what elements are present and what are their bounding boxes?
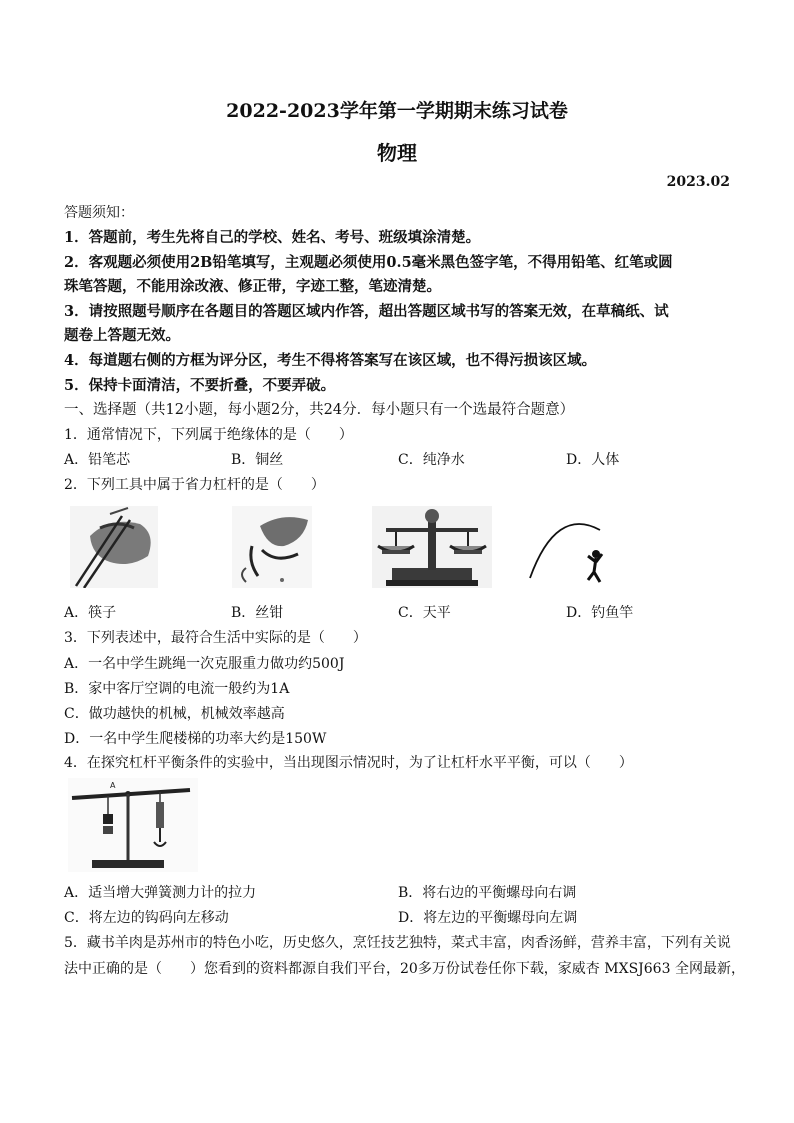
notice-heading: 答题须知： (64, 205, 134, 221)
fishing-rod-image (526, 506, 626, 588)
option-d: D．一名中学生爬楼梯的功率大约是150W (64, 731, 327, 747)
option-c: C．做功越快的机械，机械效率越高 (64, 706, 285, 722)
option-d: D．人体 (566, 452, 620, 468)
page-title: 2022-2023学年第一学期期末练习试卷 (226, 100, 568, 122)
chopsticks-image (70, 506, 158, 588)
option-d: D．钓鱼竿 (566, 605, 634, 621)
option-a: A．铅笔芯 (64, 452, 131, 468)
option-a: A．适当增大弹簧测力计的拉力 (64, 885, 257, 901)
option-c: C．天平 (398, 605, 451, 621)
option-a: A．一名中学生跳绳一次克服重力做功约500J (64, 656, 345, 672)
option-d: D．将左边的平衡螺母向左调 (398, 910, 578, 926)
option-a: A．筷子 (64, 605, 117, 621)
balance-image (372, 506, 492, 588)
question-stem: 3．下列表述中，最符合生活中实际的是（ ） (64, 630, 367, 646)
option-b: B．家中客厅空调的电流一般约为1A (64, 681, 290, 697)
option-c: C．将左边的钩码向左移动 (64, 910, 229, 926)
subject-title: 物理 (377, 141, 417, 165)
exam-date: 2023.02 (666, 174, 730, 190)
lever-apparatus-image (68, 778, 198, 872)
notice-item: 题卷上答题无效。 (64, 327, 180, 344)
question-stem-continued: 法中正确的是（ ）您看到的资料都源自我们平台，20多万份试卷任你下载，家威杏 MXSJ663 全网最新， (64, 961, 745, 977)
option-b: B．将右边的平衡螺母向右调 (398, 885, 577, 901)
question-stem: 4．在探究杠杆平衡条件的实验中，当出现图示情况时，为了让杠杆水平平衡，可以（ ） (64, 755, 633, 771)
notice-item: 5．保持卡面清洁，不要折叠，不要弄破。 (64, 377, 336, 394)
option-b: B．铜丝 (231, 452, 284, 468)
option-b: B．丝钳 (231, 605, 284, 621)
notice-item: 4．每道题右侧的方框为评分区，考生不得将答案写在该区域，也不得污损该区域。 (64, 352, 597, 369)
question-stem: 2．下列工具中属于省力杠杆的是（ ） (64, 477, 325, 493)
option-c: C．纯净水 (398, 452, 465, 468)
notice-item: 2．客观题必须使用2B铅笔填写，主观题必须使用0.5毫米黑色签字笔，不得用铅笔、红笔或圆 (64, 254, 673, 271)
pliers-image (232, 506, 312, 588)
section-heading: 一、选择题（共12小题，每小题2分，共24分．每小题只有一个选最符合题意） (64, 402, 575, 418)
notice-item: 1．答题前，考生先将自己的学校、姓名、考号、班级填涂清楚。 (64, 229, 481, 246)
svg-text:A: A (110, 781, 116, 790)
question-stem: 1．通常情况下，下列属于绝缘体的是（ ） (64, 427, 353, 443)
question-stem: 5．藏书羊肉是苏州市的特色小吃，历史悠久，烹饪技艺独特，菜式丰富，肉香汤鲜，营养丰富，下列有关说 (64, 935, 731, 951)
notice-item: 3．请按照题号顺序在各题目的答题区域内作答，超出答题区域书写的答案无效，在草稿纸、试 (64, 303, 669, 320)
notice-item: 珠笔答题，不能用涂改液、修正带，字迹工整，笔迹清楚。 (64, 278, 441, 295)
